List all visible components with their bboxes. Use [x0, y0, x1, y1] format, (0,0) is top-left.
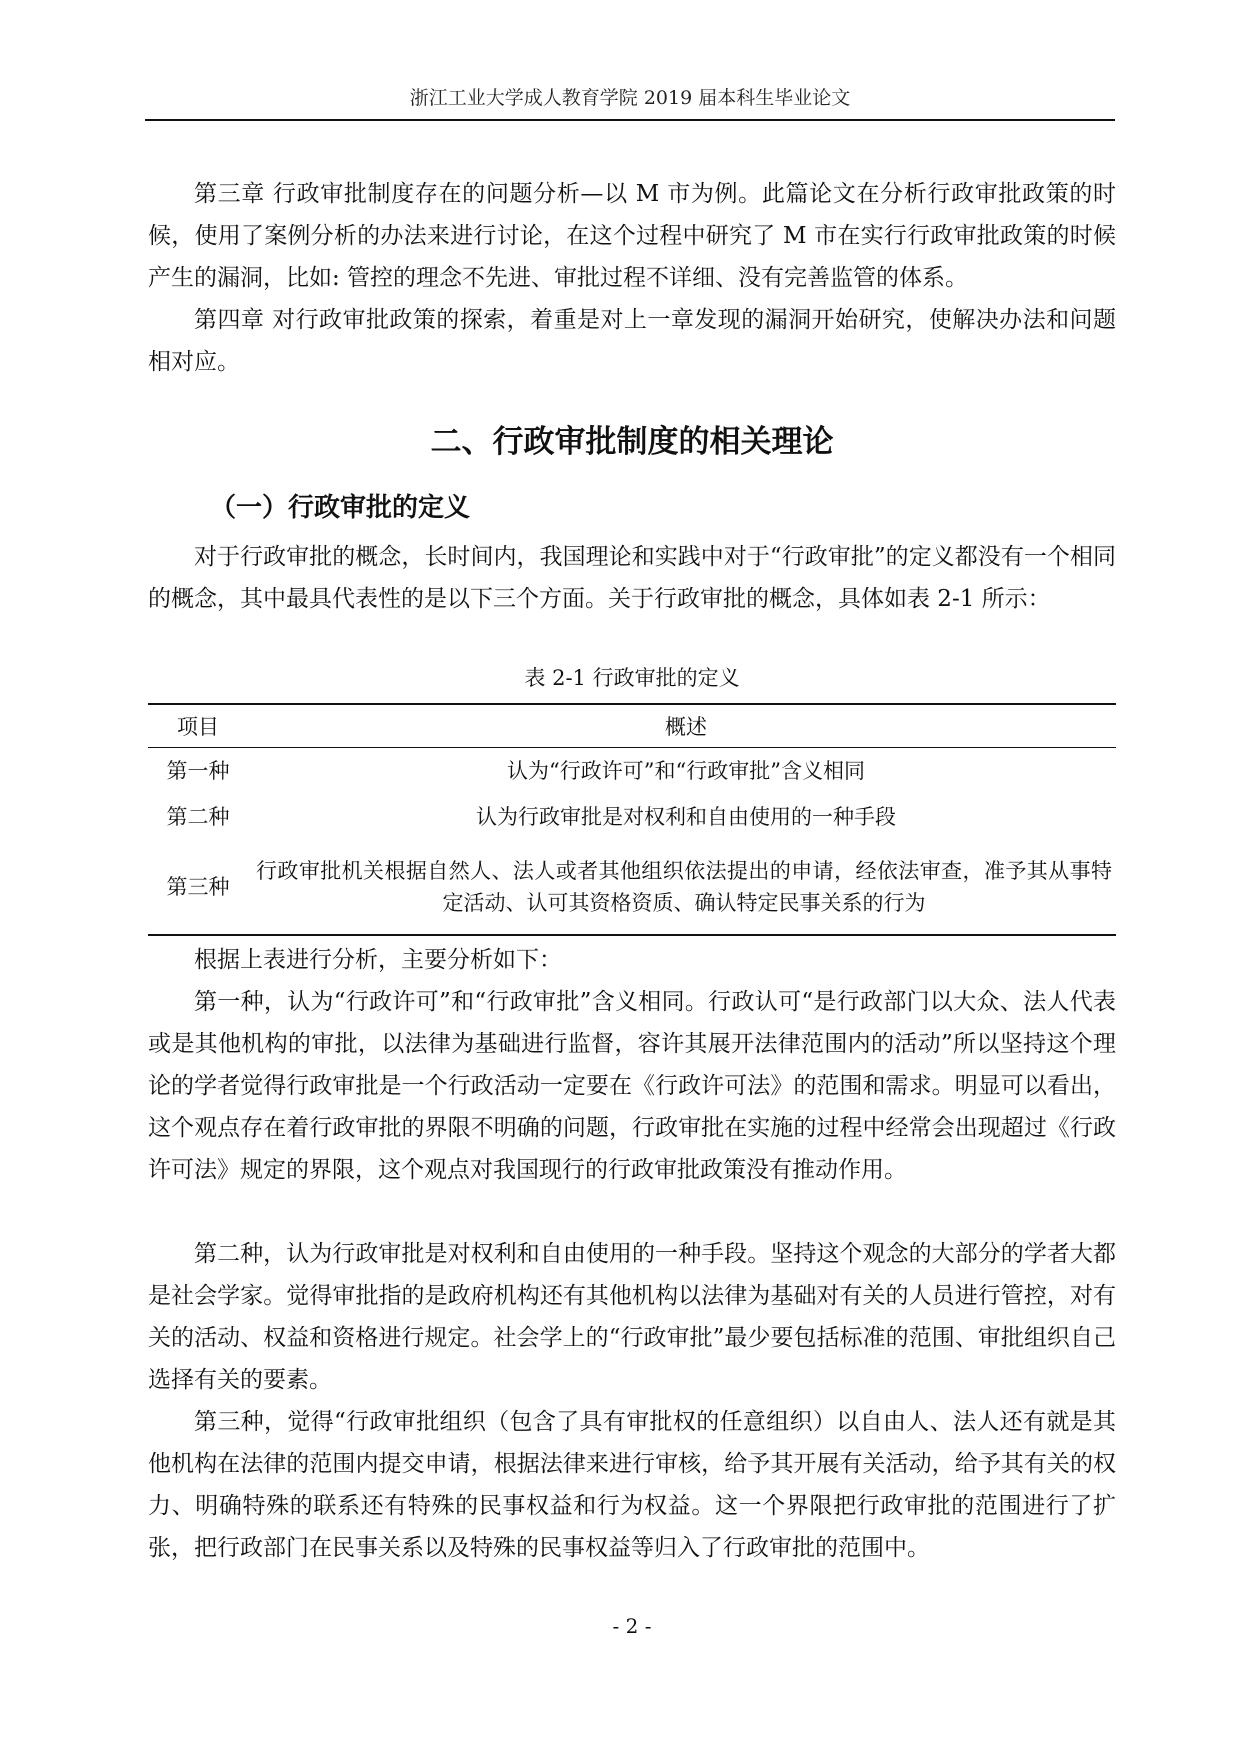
table-row — [148, 794, 1116, 840]
subsection-heading: （一）行政审批的定义 — [210, 493, 471, 523]
running-header: 浙江工业大学成人教育学院 2019 届本科生毕业论文 — [409, 87, 851, 109]
column-header-summary: 概述 — [248, 704, 1116, 748]
analysis-intro-paragraph: 根据上表进行分析，主要分析如下： — [194, 947, 562, 973]
table-cell-item: 第二种 — [166, 805, 230, 829]
page-number: - 2 - — [612, 1614, 652, 1638]
table-cell-item: 第一种 — [166, 759, 230, 783]
definition-table — [148, 703, 1116, 936]
table-cell-summary: 行政审批机关根据自然人、法人或者其他组织依法提出的申请，经依法审查，准予其从事特定活动、认可其资格资质、确认特定民事关系的行为 — [248, 840, 1116, 935]
header-divider — [145, 119, 1115, 121]
table-row — [148, 748, 1116, 795]
lead-paragraph: 对于行政审批的概念，长时间内，我国理论和实践中对于“行政审批”的定义都没有一个相同的概念，其中最具代表性的是以下三个方面。关于行政审批的概念，具体如表 2-1 所示： — [148, 544, 1116, 612]
section-heading: 二、行政审批制度的相关理论 — [430, 424, 834, 460]
table-header-row — [148, 704, 1116, 748]
intro-paragraph-chapter4: 第四章 对行政审批政策的探索，着重是对上一章发现的漏洞开始研究，使解决办法和问题相对应。 — [148, 307, 1116, 375]
analysis-paragraph-second: 第二种，认为行政审批是对权利和自由使用的一种手段。坚持这个观念的大部分的学者大都是社会学家。觉得审批指的是政府机构还有其他机构以法律为基础对有关的人员进行管控，对有关的活动、权益和资格进行规定。社会学上的“行政审批”最少要包括标准的范围、审批组织自己选择有关的要素。 — [148, 1241, 1116, 1393]
column-header-item: 项目 — [148, 704, 248, 748]
analysis-paragraph-first: 第一种，认为“行政许可”和“行政审批”含义相同。行政认可“是行政部门以大众、法人代表或是其他机构的审批，以法律为基础进行监督，容许其展开法律范围内的活动”所以坚持这个理论的学者觉得行政审批是一个行政活动一定要在《行政许可法》的范围和需求。明显可以看出，这个观点存在着行政审批的界限不明确的问题，行政审批在实施的过程中经常会出现超过《行政许可法》规定的界限，这个观点对我国现行的行政审批政策没有推动作用。 — [148, 989, 1116, 1183]
table-caption: 表 2-1 行政审批的定义 — [524, 666, 740, 690]
table-cell-item: 第三种 — [148, 840, 248, 935]
table-cell-summary: 认为行政审批是对权利和自由使用的一种手段 — [476, 805, 896, 829]
table-row — [148, 840, 1116, 935]
intro-paragraph-chapter3: 第三章 行政审批制度存在的问题分析—以 M 市为例。此篇论文在分析行政审批政策的时候，使用了案例分析的办法来进行讨论，在这个过程中研究了 M 市在实行行政审批政策的时候产生的漏洞，比如: 管控的理念不先进、审批过程不详细、没有完善监管的体系。 — [148, 181, 1116, 291]
analysis-paragraph-third: 第三种，觉得“行政审批组织（包含了具有审批权的任意组织）以自由人、法人还有就是其他机构在法律的范围内提交申请，根据法律来进行审核，给予其开展有关活动，给予其有关的权力、明确特殊的联系还有特殊的民事权益和行为权益。这一个界限把行政审批的范围进行了扩张，把行政部门在民事关系以及特殊的民事权益等归入了行政审批的范围中。 — [148, 1409, 1116, 1561]
table-cell-summary: 认为“行政许可”和“行政审批”含义相同 — [507, 759, 865, 783]
